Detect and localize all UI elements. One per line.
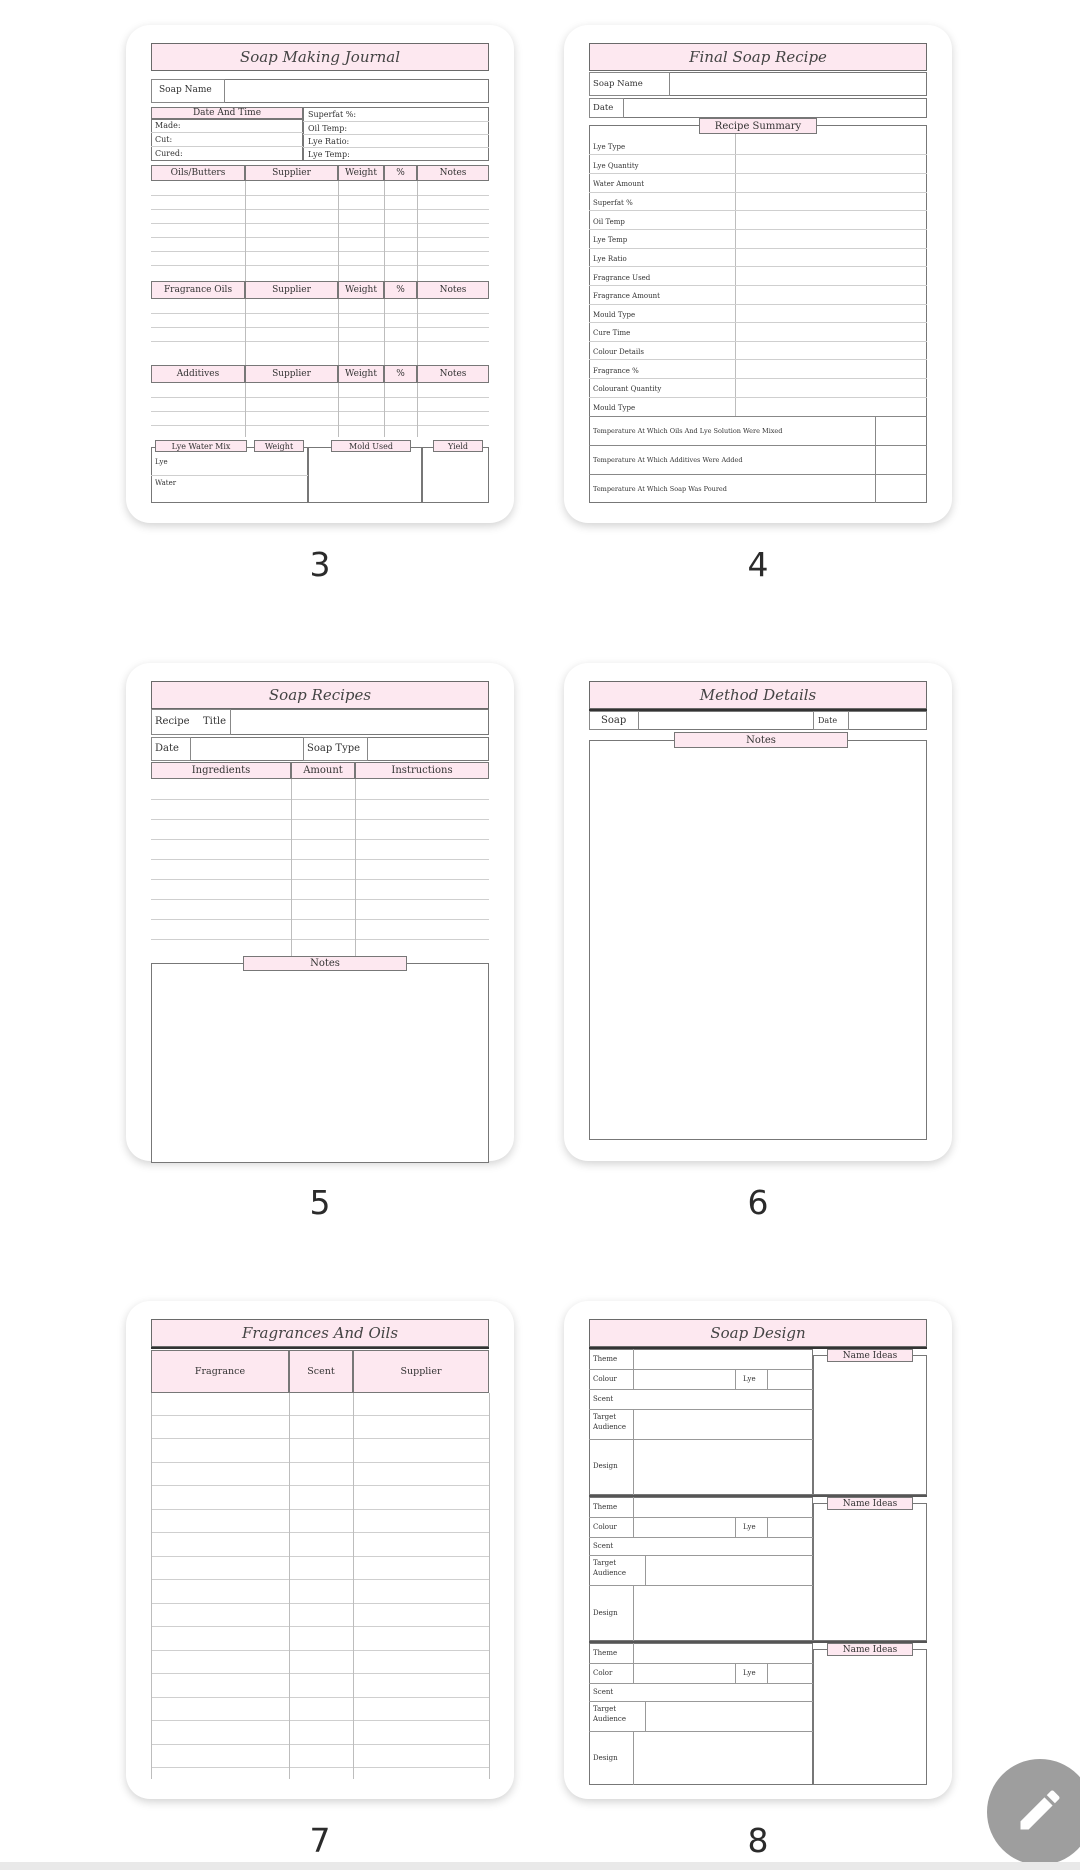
rule-line xyxy=(338,383,339,437)
page-title: Soap Recipes xyxy=(151,681,489,709)
rule-line xyxy=(735,1663,736,1683)
rule-line xyxy=(645,1701,646,1731)
rule-line xyxy=(384,181,385,281)
rule-line xyxy=(338,299,339,365)
form-label: Design xyxy=(593,1609,618,1617)
form-label: Date xyxy=(593,103,614,113)
page-number: 5 xyxy=(309,1183,331,1222)
rule-line xyxy=(875,416,876,503)
rule-line xyxy=(151,1603,489,1604)
page-thumbnail-5[interactable] xyxy=(126,663,514,1161)
form-label: Colour Details xyxy=(593,348,644,356)
form-label: Theme xyxy=(593,1503,618,1511)
rule-line xyxy=(151,397,489,398)
rule-line xyxy=(767,1663,768,1683)
rule-line xyxy=(589,1555,813,1556)
form-label: Oil Temp xyxy=(593,218,625,226)
page-number: 4 xyxy=(747,545,769,584)
rule-line xyxy=(151,1744,489,1745)
form-label: Lye xyxy=(743,1669,756,1677)
rule-line xyxy=(384,299,385,365)
rule-line xyxy=(151,1697,489,1698)
page-number: 7 xyxy=(309,1821,331,1860)
rule-line xyxy=(151,209,489,210)
page-sheet: Soap Recipes Recipe Title Date Soap Type Ingredients Amount Instructions Notes xyxy=(151,681,489,1141)
form-label: Lye Quantity xyxy=(593,162,639,170)
rule-line xyxy=(589,359,927,360)
rule-line xyxy=(489,1393,490,1779)
rule-line xyxy=(589,248,927,249)
form-label: Colourant Quantity xyxy=(593,385,662,393)
page-title: Soap Making Journal xyxy=(151,43,489,71)
rule-line xyxy=(245,181,246,281)
rule-line xyxy=(245,299,246,365)
rule-line xyxy=(589,1389,813,1390)
rule-line xyxy=(589,1537,813,1538)
rule-line xyxy=(151,1720,489,1721)
rule-line xyxy=(151,859,489,860)
rule-line xyxy=(151,223,489,224)
rule-line xyxy=(151,919,489,920)
rule-line xyxy=(151,313,489,314)
rule-line xyxy=(589,173,927,174)
rule-line xyxy=(151,1438,489,1439)
form-label: Lye xyxy=(743,1375,756,1383)
rule-line xyxy=(589,1439,813,1440)
page-sheet: Soap Making Journal Soap Name Date And Time Made: Cut: Cured: Superfat %: Oil Temp: Lye Ratio: Lye Temp: Oils/Butters Supplier Weight % Notes Fragrance Oils Supplier Weight % Notes Additives Supplier Weight % Notes Lye Water Mix Weight Mold Used Yield Lye Water xyxy=(151,43,489,503)
form-label: Lye Ratio: xyxy=(308,137,350,146)
rule-line xyxy=(589,304,927,305)
rule-line xyxy=(245,383,246,437)
oils-butters-header: Oils/Butters xyxy=(151,165,245,181)
form-label: Title xyxy=(203,716,227,727)
page-title: Fragrances And Oils xyxy=(151,1319,489,1347)
form-label: Temperature At Which Additives Were Added xyxy=(593,456,743,464)
rule-line xyxy=(589,1369,813,1370)
rule-line xyxy=(417,299,418,365)
form-label: Design xyxy=(593,1462,618,1470)
rule-line xyxy=(589,192,927,193)
form-label: Water Amount xyxy=(593,180,645,188)
form-label: Date xyxy=(818,716,838,725)
rule-line xyxy=(151,1556,489,1557)
form-label: Oil Temp: xyxy=(308,124,348,133)
rule-line xyxy=(151,195,489,196)
form-label: Recipe xyxy=(155,716,190,727)
page-sheet: Soap Design Theme Colour Lye Scent Target Audience Design Name Ideas Theme Colour Lye Scent Target Audience Design Name Ideas Theme Color Lye Scent Target Audience Design Name Ideas xyxy=(589,1319,927,1779)
form-label: Colour xyxy=(593,1523,617,1531)
rule-line xyxy=(589,210,927,211)
rule-line xyxy=(633,1585,634,1641)
form-label: Scent xyxy=(593,1688,614,1696)
bottom-edge-bar xyxy=(0,1862,1080,1870)
rule-line xyxy=(151,1485,489,1486)
rule-line xyxy=(151,1415,489,1416)
page-number: 8 xyxy=(747,1821,769,1860)
rule-line xyxy=(633,1731,634,1785)
form-label: Audience xyxy=(593,1569,626,1577)
form-label: Target xyxy=(593,1559,617,1567)
notes-header: Notes xyxy=(243,956,407,971)
rule-line xyxy=(291,779,292,959)
form-label: Audience xyxy=(593,1715,626,1723)
rule-line xyxy=(151,146,303,147)
rule-line xyxy=(151,237,489,238)
rule-line xyxy=(767,1517,768,1537)
rule-line xyxy=(151,1462,489,1463)
form-label: Scent xyxy=(593,1542,614,1550)
form-label: Scent xyxy=(593,1395,614,1403)
page-thumbnail-6[interactable] xyxy=(564,663,952,1161)
rule-line xyxy=(589,378,927,379)
rule-line xyxy=(151,425,489,426)
rule-line xyxy=(589,1683,813,1684)
rule-line xyxy=(151,1579,489,1580)
rule-line xyxy=(303,134,489,135)
form-label: Date xyxy=(155,743,179,754)
rule-line xyxy=(151,1673,489,1674)
form-label: Target xyxy=(593,1413,617,1421)
rule-line xyxy=(151,1347,489,1349)
page-thumbnail-3[interactable] xyxy=(126,25,514,523)
rule-line xyxy=(633,1409,634,1439)
rule-line xyxy=(735,1517,736,1537)
page-thumbnail-4[interactable] xyxy=(564,25,952,523)
rule-line xyxy=(151,939,489,940)
date-time-header: Date And Time xyxy=(151,107,303,119)
rule-line xyxy=(151,1509,489,1510)
rule-line xyxy=(589,154,927,155)
rule-line xyxy=(338,181,339,281)
rule-line xyxy=(589,1731,813,1732)
rule-line xyxy=(151,839,489,840)
form-label: Design xyxy=(593,1754,618,1762)
rule-line xyxy=(589,445,927,446)
page-thumbnail-8[interactable] xyxy=(564,1301,952,1799)
fragrance-oils-header: Fragrance Oils xyxy=(151,281,245,299)
form-label: Made: xyxy=(155,121,181,130)
form-label: Soap Name xyxy=(593,79,643,89)
edit-fab-button[interactable] xyxy=(987,1759,1080,1865)
rule-line xyxy=(633,1439,634,1495)
form-label: Temperature At Which Soap Was Poured xyxy=(593,485,727,493)
form-label: Lye xyxy=(155,458,168,466)
rule-line xyxy=(303,147,489,148)
rule-line xyxy=(767,1369,768,1389)
rule-line xyxy=(151,879,489,880)
rule-line xyxy=(589,1701,813,1702)
form-label: Lye xyxy=(743,1523,756,1531)
additives-header: Additives xyxy=(151,365,245,383)
form-label: Target xyxy=(593,1705,617,1713)
rule-line xyxy=(151,475,308,476)
rule-line xyxy=(589,397,927,398)
rule-line xyxy=(151,265,489,266)
form-label: Water xyxy=(155,479,177,487)
rule-line xyxy=(289,1393,290,1779)
rule-line xyxy=(151,411,489,412)
form-label: Superfat % xyxy=(593,199,633,207)
form-label: Soap Type xyxy=(307,743,361,754)
form-label: Audience xyxy=(593,1423,626,1431)
form-label: Mould Type xyxy=(593,404,636,412)
form-label: Colour xyxy=(593,1375,617,1383)
rule-line xyxy=(151,341,489,342)
rule-line xyxy=(151,132,303,133)
page-title: Method Details xyxy=(589,681,927,709)
rule-line xyxy=(589,229,927,230)
form-label: Lye Type xyxy=(593,143,626,151)
rule-line xyxy=(589,322,927,323)
rule-line xyxy=(589,266,927,267)
form-label: Lye Temp xyxy=(593,236,628,244)
page-title: Soap Design xyxy=(589,1319,927,1347)
form-label: Lye Ratio xyxy=(593,255,627,263)
rule-line xyxy=(589,416,927,417)
rule-line xyxy=(589,341,927,342)
form-label: Cured: xyxy=(155,149,183,158)
rule-line xyxy=(303,121,489,122)
rule-line xyxy=(735,1369,736,1389)
notes-box xyxy=(589,740,927,1140)
rule-line xyxy=(151,251,489,252)
rule-line xyxy=(151,1650,489,1651)
form-label: Soap xyxy=(601,715,627,726)
rule-line xyxy=(151,1767,489,1768)
rule-line xyxy=(589,474,927,475)
form-label: Superfat %: xyxy=(308,110,357,119)
form-label: Theme xyxy=(593,1649,618,1657)
form-label: Fragrance Used xyxy=(593,274,651,282)
page-thumbnail-7[interactable] xyxy=(126,1301,514,1799)
rule-line xyxy=(735,134,736,416)
rule-line xyxy=(589,1409,813,1410)
recipe-summary-header: Recipe Summary xyxy=(699,118,817,134)
form-label: Theme xyxy=(593,1355,618,1363)
form-label: Mould Type xyxy=(593,311,636,319)
form-label: Color xyxy=(593,1669,613,1677)
rule-line xyxy=(151,799,489,800)
form-label: Cut: xyxy=(155,135,173,144)
form-label: Lye Temp: xyxy=(308,150,350,159)
rule-line xyxy=(151,1626,489,1627)
notes-header: Notes xyxy=(674,732,848,748)
page-sheet: Fragrances And Oils Fragrance Scent Supplier xyxy=(151,1319,489,1779)
notes-box xyxy=(151,963,489,1163)
page-number: 3 xyxy=(309,545,331,584)
rule-line xyxy=(633,1497,634,1537)
rule-line xyxy=(589,1663,813,1664)
rule-line xyxy=(633,1643,634,1683)
soap-name-label: Soap Name xyxy=(159,85,212,95)
rule-line xyxy=(353,1393,354,1779)
rule-line xyxy=(355,779,356,959)
rule-line xyxy=(589,285,927,286)
form-label: Temperature At Which Oils And Lye Solution Were Mixed xyxy=(593,427,783,435)
pencil-icon xyxy=(1014,1784,1066,1840)
rule-line xyxy=(384,383,385,437)
rule-line xyxy=(589,1517,813,1518)
rule-line xyxy=(151,899,489,900)
page-title: Final Soap Recipe xyxy=(589,43,927,71)
rule-line xyxy=(633,1349,634,1389)
rule-line xyxy=(417,383,418,437)
form-label: Cure Time xyxy=(593,329,631,337)
rule-line xyxy=(417,181,418,281)
form-label: Fragrance Amount xyxy=(593,292,660,300)
rule-line xyxy=(151,819,489,820)
form-label: Fragrance % xyxy=(593,367,639,375)
rule-line xyxy=(151,1532,489,1533)
page-sheet xyxy=(589,43,927,503)
rule-line xyxy=(151,327,489,328)
rule-line xyxy=(645,1555,646,1585)
page-number: 6 xyxy=(747,1183,769,1222)
rule-line xyxy=(589,1585,813,1586)
page-sheet xyxy=(589,681,927,1141)
rule-line xyxy=(151,1393,152,1779)
